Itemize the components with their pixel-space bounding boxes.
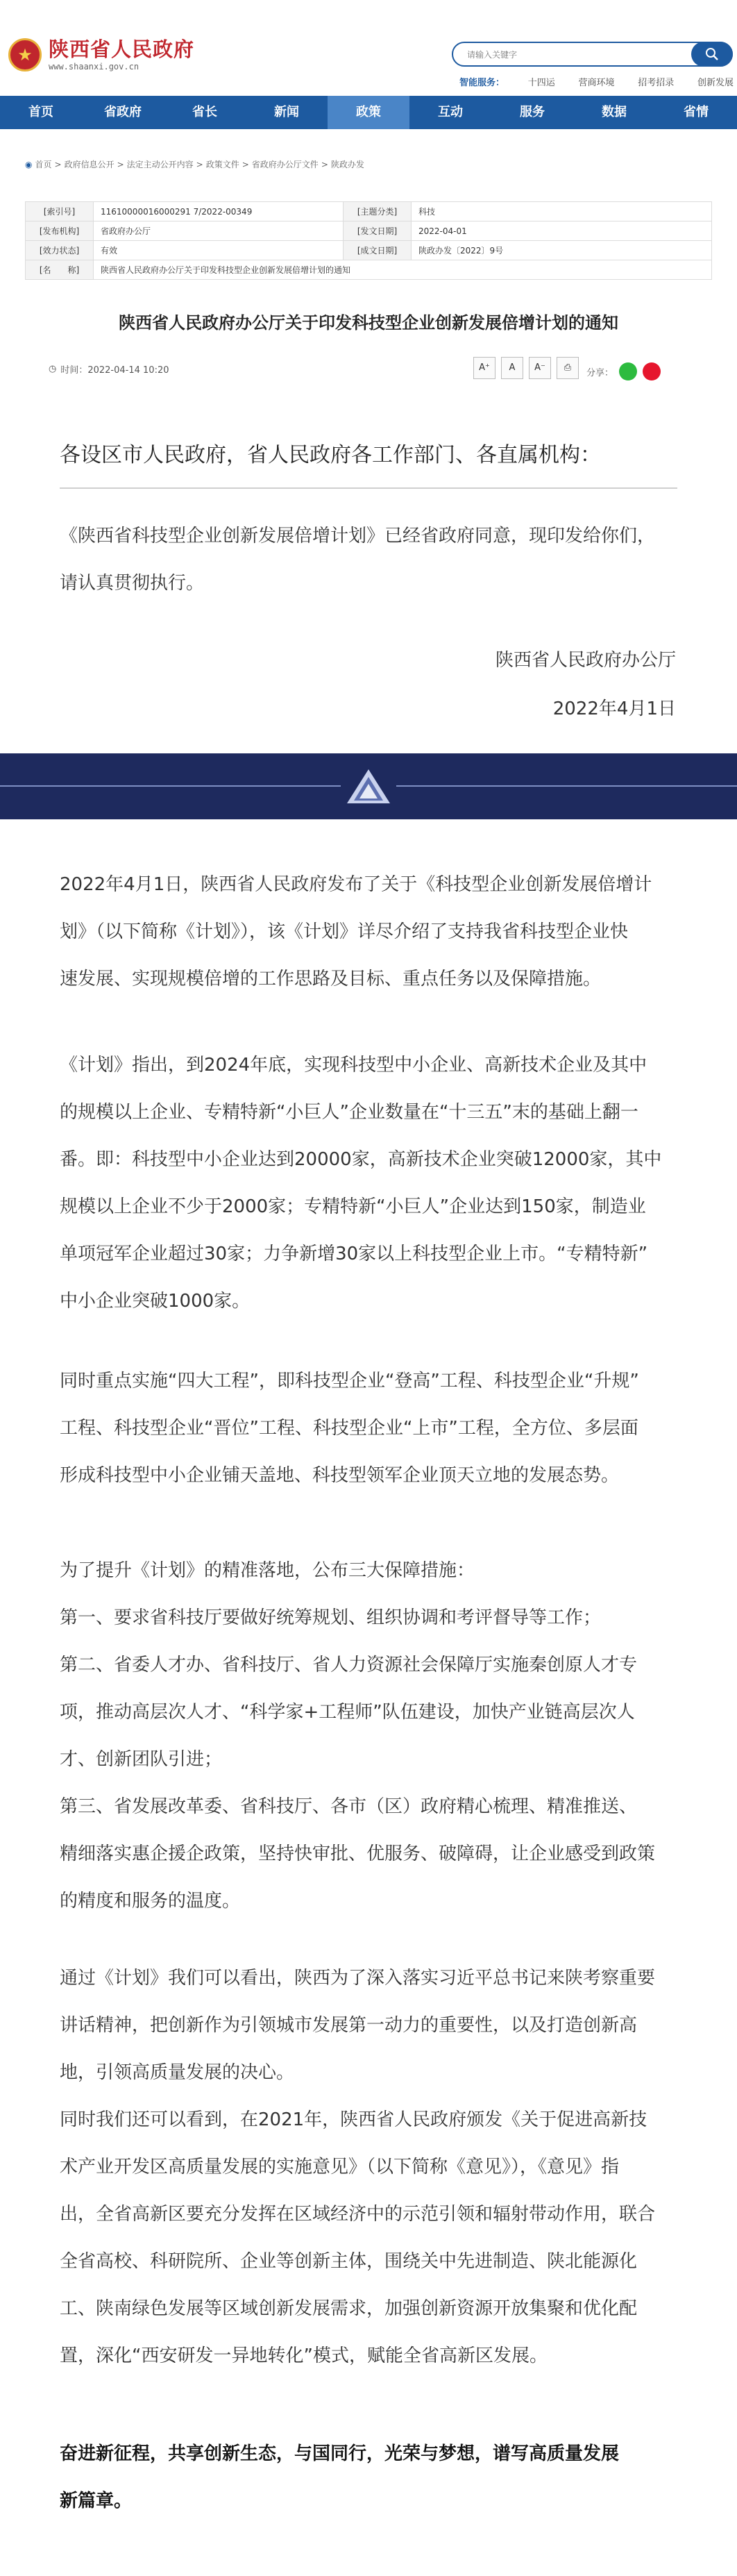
- print-icon[interactable]: ⎙: [557, 357, 579, 379]
- commentary-paragraph-4: 为了提升《计划》的精准落地，公布三大保障措施： 第一、要求省科技厅要做好统筹规划、组织协调和考评督导等工作； 第二、省委人才办、省科技厅、省人力资源社会保障厅实施秦创原人才专 项，推动高层次人才、“科学家+工程师”队伍建设，加快产业链高层次人 才、创新团队引进； 第三、省发展改革委、省科技厅、各市（区）政府精心梳理、精准推送、 精细落实惠企援企政策，坚持快审批、优服务、破障碍，让企业感受到政策 的精度和服务的温度。: [60, 1560, 656, 1912]
- meta-key: [索引号]: [26, 202, 94, 221]
- search-icon: [705, 47, 719, 61]
- font-size-controls: [473, 357, 584, 379]
- quick-links-title: 智能服务：: [459, 78, 505, 88]
- clock-icon: ◷: [49, 364, 57, 374]
- quick-link[interactable]: 创新发展: [697, 78, 734, 88]
- nav-item-news[interactable]: 新闻: [274, 105, 299, 119]
- table-row: [26, 241, 712, 260]
- closing-slogan: 奋进新征程，共享创新生态，与国同行，光荣与梦想，谱写高质量发展 新篇章。: [60, 2443, 620, 2511]
- article-toolbar: [49, 354, 687, 382]
- nav-item-governor[interactable]: 省长: [192, 105, 217, 119]
- meta-key: [成文日期]: [344, 241, 412, 260]
- site-screenshot: [0, 0, 737, 387]
- notice-salutation: 各设区市人民政府，省人民政府各工作部门、各直属机构：: [60, 443, 601, 467]
- font-default-button[interactable]: A: [501, 357, 523, 379]
- meta-value: 省政府办公厅: [94, 221, 344, 241]
- breadcrumb: ◉ 首页 > 政府信息公开 > 法定主动公开内容 > 政策文件 > 省政府办公厅文件 > 陕政办发: [25, 159, 364, 169]
- weibo-icon[interactable]: [643, 362, 661, 380]
- meta-key: [主题分类]: [344, 202, 412, 221]
- meta-value: 有效: [94, 241, 344, 260]
- commentary-paragraph-3: 同时重点实施“四大工程”，即科技型企业“登高”工程、科技型企业“升规” 工程、科技型企业“晋位”工程、科技型企业“上市”工程，全方位、多层面 形成科技型中小企业铺天盖地、科技型领军企业顶天立地的发展态势。: [60, 1371, 639, 1486]
- commentary-paragraph-2: 《计划》指出，到2024年底，实现科技型中小企业、高新技术企业及其中 的规模以上企业、专精特新“小巨人”企业数量在“十三五”末的基础上翻一 番。即：科技型中小企业达到20000家，高新技术企业突破12000家，其中 规模以上企业不少于2000家；专精特新“小巨人”企业达到150家，制造业 单项冠军企业超过30家；力争新增30家以上科技型企业上市。“专精特新” 中小企业突破1000家。: [60, 1055, 662, 1312]
- breadcrumb-item[interactable]: 陕政办发: [330, 160, 364, 169]
- commentary-paragraph-1: 2022年4月1日，陕西省人民政府发布了关于《科技型企业创新发展倍增计 划》（以下简称《计划》），该《计划》详尽介绍了支持我省科技型企业快 速发展、实现规模倍增的工作思路及目标、重点任务以及保障措施。: [60, 874, 652, 989]
- meta-value: 科技: [412, 202, 712, 221]
- site-title: 陕西省人民政府: [49, 37, 195, 61]
- table-row: [26, 202, 712, 221]
- breadcrumb-item[interactable]: 政府信息公开: [64, 160, 115, 169]
- nav-item-service[interactable]: 服务: [520, 105, 545, 119]
- meta-key: [名 称]: [26, 260, 94, 280]
- breadcrumb-item[interactable]: 省政府办公厅文件: [251, 160, 319, 169]
- meta-value: 2022-04-01: [412, 221, 712, 241]
- share-label: 分享：: [586, 367, 614, 378]
- publish-time: [49, 362, 169, 376]
- wechat-icon[interactable]: [619, 362, 637, 380]
- search-box: [452, 42, 733, 67]
- nav-item-interaction[interactable]: 互动: [438, 105, 463, 119]
- breadcrumb-item[interactable]: 政策文件: [205, 160, 239, 169]
- nav-item-province-info[interactable]: 省情: [684, 105, 709, 119]
- nav-item-data[interactable]: 数据: [602, 105, 627, 119]
- meta-value: 陕政办发〔2022〕9号: [412, 241, 712, 260]
- notice-signature: 陕西省人民政府办公厅: [495, 650, 676, 671]
- notice-body: 《陕西省科技型企业创新发展倍增计划》已经省政府同意，现印发给你们， 请认真贯彻执行。: [60, 526, 656, 594]
- breadcrumb-item[interactable]: 法定主动公开内容: [126, 160, 194, 169]
- table-row: [26, 221, 712, 241]
- meta-value: 陕西省人民政府办公厅关于印发科技型企业创新发展倍增计划的通知: [94, 260, 712, 280]
- quick-link[interactable]: 营商环境: [578, 78, 615, 88]
- document-title: 陕西省人民政府办公厅关于印发科技型企业创新发展倍增计划的通知: [119, 313, 618, 333]
- search-button[interactable]: [691, 42, 733, 67]
- font-smaller-button[interactable]: A⁻: [529, 357, 551, 379]
- meta-value: 11610000016000291 7/2022-00349: [94, 202, 344, 221]
- divider: [60, 487, 677, 489]
- share-area: [586, 362, 661, 380]
- section-banner: [0, 753, 737, 819]
- nav-item-policy[interactable]: 政策: [328, 96, 409, 129]
- publish-time-text: 时间：2022-04-14 10:20: [60, 365, 169, 376]
- quick-link[interactable]: 招考招录: [638, 78, 675, 88]
- notice-date: 2022年4月1日: [552, 699, 676, 719]
- nav-item-home[interactable]: 首页: [28, 105, 53, 119]
- national-emblem-icon: ★: [8, 38, 42, 72]
- nav-item-government[interactable]: 省政府: [104, 105, 142, 119]
- quick-link[interactable]: 十四运: [527, 78, 555, 88]
- breadcrumb-item[interactable]: 首页: [35, 160, 52, 169]
- table-row: [26, 260, 712, 280]
- document-meta-table: [25, 201, 712, 280]
- main-nav: [0, 96, 737, 129]
- meta-key: [发文日期]: [344, 221, 412, 241]
- site-url: www.shaanxi.gov.cn: [49, 62, 139, 72]
- font-larger-button[interactable]: A⁺: [473, 357, 495, 379]
- search-input[interactable]: [466, 49, 674, 61]
- quick-links: [459, 75, 734, 88]
- location-icon: ◉: [25, 159, 33, 169]
- commentary-paragraph-5: 通过《计划》我们可以看出，陕西为了深入落实习近平总书记来陕考察重要 讲话精神，把创新作为引领城市发展第一动力的重要性，以及打造创新高 地，引领高质量发展的决心。 同时我们还可以看到，在2021年，陕西省人民政府颁发《关于促进高新技 术产业开发区高质量发展的实施意见》（以下简称《意见》），《意见》指 出，全省高新区要充分发挥在区域经济中的示范引领和辐射带动作用，联合 全省高校、科研院所、企业等创新主体，围绕关中先进制造、陕北能源化 工、陕南绿色发展等区域创新发展需求，加强创新资源开放集聚和优化配 置，深化“西安研发一异地转化”模式，赋能全省高新区发展。: [60, 1968, 656, 2366]
- meta-key: [发布机构]: [26, 221, 94, 241]
- triangle-logo-icon: [341, 765, 396, 807]
- site-logo[interactable]: [8, 38, 194, 72]
- meta-key: [效力状态]: [26, 241, 94, 260]
